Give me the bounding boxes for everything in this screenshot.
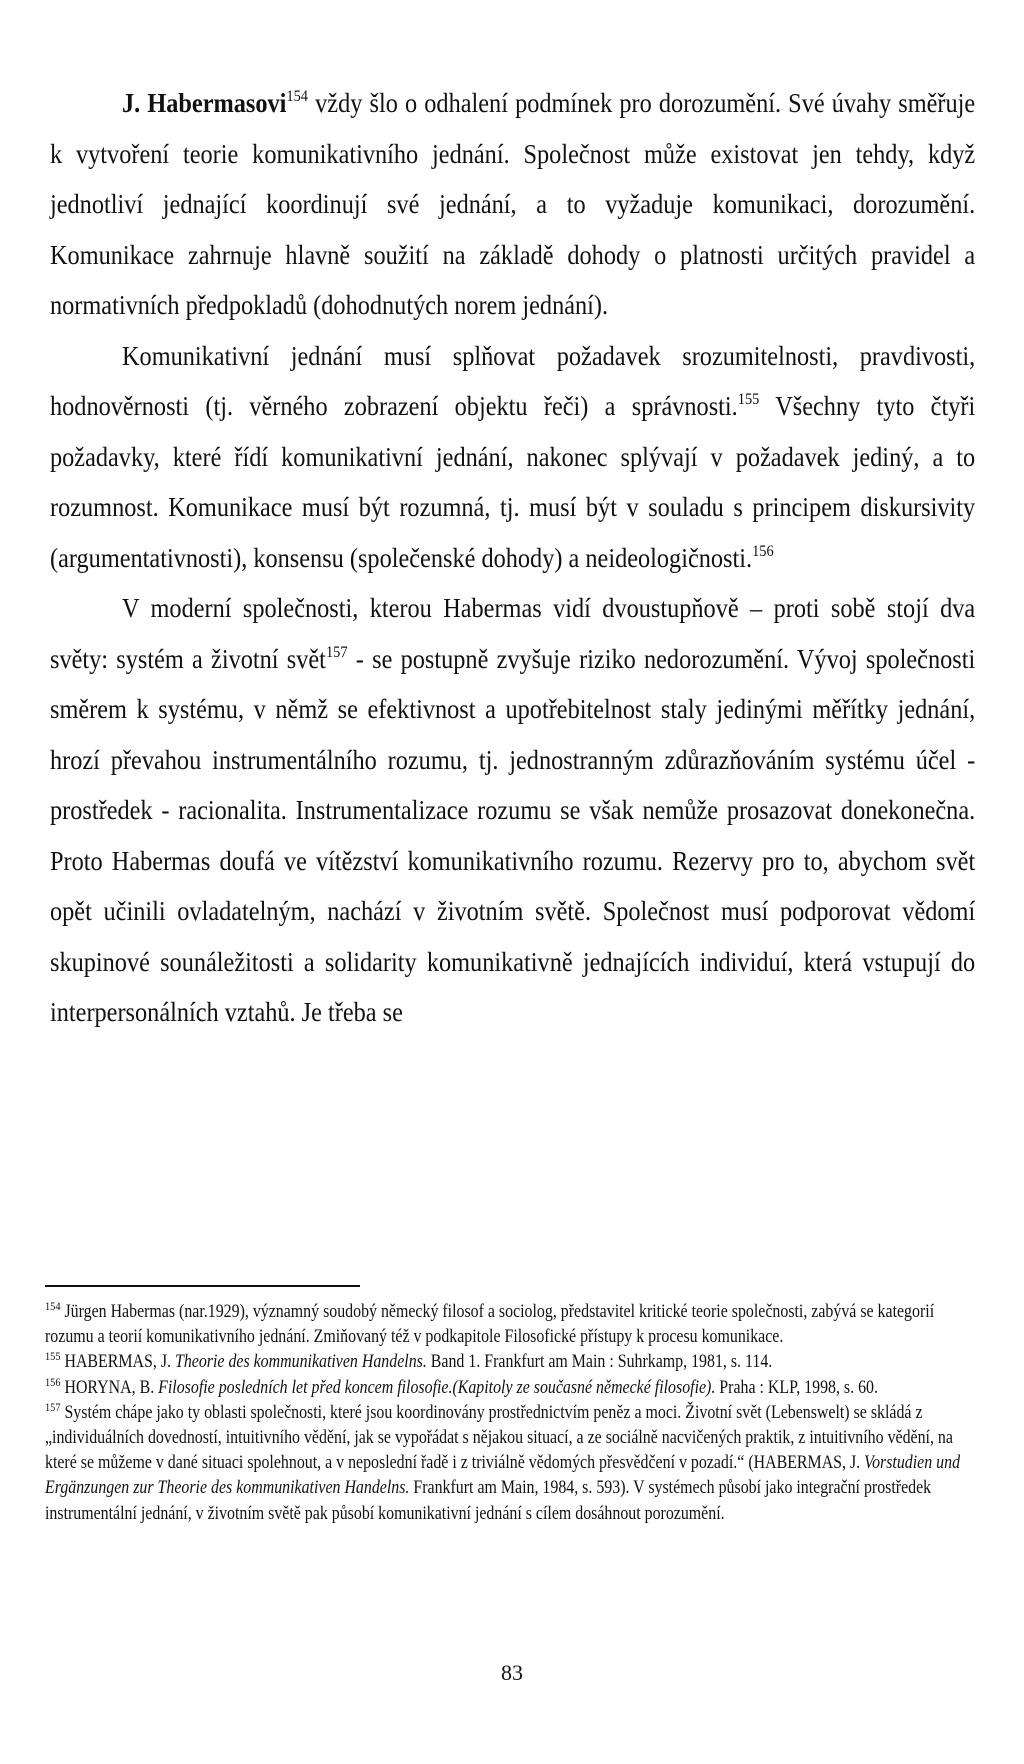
paragraph-2-text-b: Všechny tyto čtyři požadavky, které řídí komunikativní jednání, nakonec splývají v požadavek jediný, a to rozumnost. Komunikace musí být rozumná, tj. musí být v souladu s principem diskursivity (argumentativnosti), konsensu (společenské dohody) a neideologičnosti. [50, 391, 976, 573]
footnote-text: Systém chápe jako ty oblasti společnosti, které jsou koordinovány prostřednictvím peněz a moci. Životní svět (Lebenswelt) se skládá z „individuálních dovedností, intuitivního vědění, jak se vypořádat s nějakou situací, a ze sociálně nacvičených praktik, z intuitivního vědění, na které se můžeme v dané situaci spolehnout, a v neposlední řadě i z triviálně vědomých přesvědčení v pozadí.“ (HABERMAS, J. [45, 1402, 953, 1474]
footnote-number: 154 [45, 1299, 61, 1313]
footnote-ref-154: 154 [286, 88, 309, 105]
footnote-title: Theorie des kommunikativen Handelns. [174, 1352, 427, 1373]
footnote-number: 156 [45, 1374, 61, 1389]
footnote-text: Jürgen Habermas (nar.1929), významný soudobý německý filosof a sociolog, představitel kritické teorie společnosti, zabývá se kategorií rozumu a teorií komunikativního jednání. Zmiňovaný též v podkapitole Filosofické přístupy k procesu komunikace. [45, 1302, 935, 1348]
footnote-155 [45, 1350, 978, 1375]
main-text [50, 78, 975, 1038]
footnote-separator [45, 1285, 360, 1287]
paragraph-1 [50, 78, 975, 331]
footnote-text: Band 1. Frankfurt am Main : Suhrkamp, 1981, s. 114. [426, 1352, 773, 1373]
footnotes [45, 1300, 978, 1527]
footnote-text: HABERMAS, J. [60, 1352, 175, 1373]
paragraph-3-text-b: - se postupně zvyšuje riziko nedorozumění. Vývoj společnosti směrem k systému, v němž se efektivnost a upotřebitelnost staly jedinými měřítky jednání, hrozí převahou instrumentálního rozumu, tj. jednostranným zdůrazňováním systému účel - prostředek - racionalita. Instrumentalizace rozumu se však nemůže prosazovat donekonečna. Proto Habermas doufá ve vítězství komunikativního rozumu. Rezervy pro to, abychom svět opět učinili ovladatelným, nachází v životním světě. Společnost musí podporovat vědomí skupinové sounáležitosti a solidarity komunikativně jednajících individuí, která vstupují do interpersonálních vztahů. Je třeba se [50, 643, 976, 1027]
footnote-title: Vorstudien und Ergänzungen zur Theorie des kommunikativen Handelns. [45, 1453, 961, 1499]
footnote-ref-155: 155 [737, 391, 760, 408]
footnote-ref-157: 157 [325, 643, 348, 661]
habermas-name: J. Habermasovi [122, 88, 287, 118]
paragraph-3-text-a: V moderní společnosti, kterou Habermas vidí dvoustupňově – proti sobě stojí dva světy: systém a životní svět [50, 593, 976, 674]
footnote-number: 155 [45, 1349, 61, 1364]
page-number: 83 [501, 1660, 523, 1685]
footnote-number: 157 [45, 1399, 61, 1414]
footnote-157 [45, 1401, 978, 1527]
footnote-ref-156: 156 [752, 542, 774, 560]
footnote-title: Filosofie posledních let před koncem filosofie.(Kapitoly ze současné německé filosofie). [158, 1377, 716, 1398]
paragraph-3 [50, 583, 975, 1038]
footnote-text: Praha : KLP, 1998, s. 60. [715, 1377, 878, 1398]
footnote-154 [45, 1300, 978, 1350]
footnote-156 [45, 1376, 978, 1401]
paragraph-2 [50, 331, 975, 584]
footnote-text: HORYNA, B. [60, 1377, 159, 1398]
paragraph-1-text: vždy šlo o odhalení podmínek pro dorozumění. Své úvahy směřuje k vytvoření teorie komunikativního jednání. Společnost může existovat jen tehdy, když jednotliví jednající koordinují své jednání, a to vyžaduje komunikaci, dorozumění. Komunikace zahrnuje hlavně soužití na základě dohody o platnosti určitých pravidel a normativních předpokladů (dohodnutých norem jednání). [50, 88, 976, 320]
paragraph-2-text-a: Komunikativní jednání musí splňovat požadavek srozumitelnosti, pravdivosti, hodnověrnosti (tj. věrného zobrazení objektu řeči) a správnosti. [50, 340, 976, 421]
footnote-text: Frankfurt am Main, 1984, s. 593). V systémech působí jako integrační prostředek instrumentální jednání, v životním světě pak působí komunikativní jednání s cílem dosáhnout porozumění. [45, 1478, 932, 1524]
